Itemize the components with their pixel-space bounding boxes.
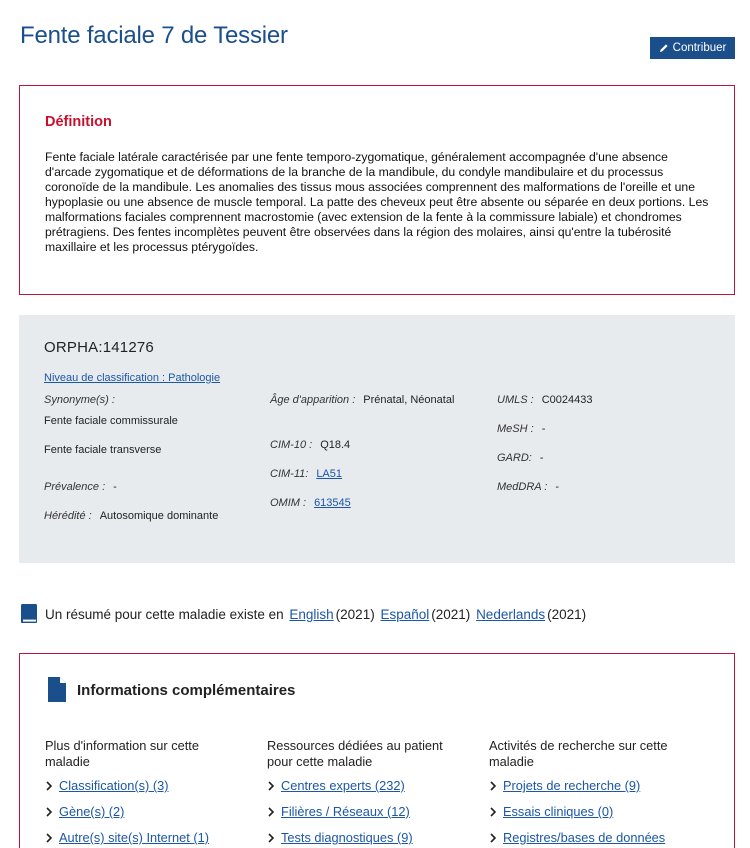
synonyms-field <box>44 394 123 406</box>
mesh-label: MeSH : <box>497 423 534 435</box>
heredity-value: Autosomique dominante <box>99 510 219 522</box>
summary-link-nederlands[interactable]: Nederlands <box>476 606 546 622</box>
column-title: Activités de recherche sur cette maladie <box>489 738 668 769</box>
chevron-right-icon <box>267 833 275 843</box>
heredity-label: Hérédité : <box>44 510 92 522</box>
cim11-field <box>270 468 342 480</box>
classification-level-link[interactable]: Niveau de classification : Pathologie <box>44 372 221 384</box>
definition-text: Fente faciale latérale caractérisée par une fente temporo-zygomatique, généralement accompagnée d'une absence d'arcade zygomatique et de déformations de la branche de la mandibule, du condyle mandibulaire et du processus coronoïde de la mandibule. Les anomalies des tissus mous associées comprennent des malformations de l'oreille et une hypoplasie ou une absence de muscle temporal. La patte des cheveux peut être absente ou séparée en deux portions. Les malformations faciales comprennent macrostomie (avec extension de la fente à la commissure labiale) et chondromes prétragiens. Des fentes incomplètes peuvent être observées dans la région des molaires, ainsi qu'entre la tubérosité maxillaire et les processus ptérygoïdes. <box>45 150 709 254</box>
summary-link-espanol[interactable]: Español <box>380 606 430 622</box>
umls-field <box>497 394 592 406</box>
orpha-code: ORPHA:141276 <box>44 339 154 356</box>
synonym-item: Fente faciale transverse <box>44 444 162 456</box>
summary-link-english[interactable]: English <box>289 606 334 622</box>
link-label[interactable]: Classification(s) (3) <box>59 778 169 793</box>
gard-value: - <box>539 452 544 464</box>
summary-year: (2021) <box>431 606 471 622</box>
definition-heading: Définition <box>45 114 112 130</box>
omim-link[interactable]: 613545 <box>314 497 351 509</box>
definition-panel <box>19 85 735 295</box>
gard-field <box>497 452 544 464</box>
meddra-value: - <box>555 481 559 493</box>
chevron-right-icon <box>489 833 497 843</box>
link-label[interactable]: Gène(s) (2) <box>59 804 125 819</box>
link-expert-centres[interactable] <box>267 778 467 793</box>
contribute-button[interactable] <box>650 37 735 59</box>
meddra-field <box>497 481 559 493</box>
chevron-right-icon <box>45 833 53 843</box>
mesh-field <box>497 423 545 435</box>
link-label[interactable]: Autre(s) site(s) Internet (1) <box>59 830 210 845</box>
summary-intro: Un résumé pour cette maladie existe en <box>45 606 284 622</box>
link-registries[interactable] <box>489 830 689 845</box>
chevron-right-icon <box>267 781 275 791</box>
link-research-projects[interactable] <box>489 778 689 793</box>
chevron-right-icon <box>489 781 497 791</box>
onset-field <box>270 394 454 406</box>
file-icon <box>48 677 66 702</box>
summary-year: (2021) <box>335 606 375 622</box>
cim10-label: CIM-10 : <box>270 439 313 451</box>
link-other-sites[interactable] <box>45 830 245 845</box>
complementary-info-panel <box>19 653 735 848</box>
disease-info-panel <box>19 315 735 563</box>
prevalence-label: Prévalence : <box>44 481 106 493</box>
mesh-value: - <box>541 423 546 435</box>
link-label[interactable]: Tests diagnostiques (9) <box>281 830 413 845</box>
summary-languages <box>20 604 586 624</box>
link-label[interactable]: Projets de recherche (9) <box>503 778 641 793</box>
gard-label: GARD: <box>497 452 532 464</box>
summary-year: (2021) <box>547 606 587 622</box>
onset-label: Âge d'apparition : <box>270 394 356 406</box>
link-label[interactable]: Filières / Réseaux (12) <box>281 804 410 819</box>
link-label[interactable]: Registres/bases de données <box>503 830 666 845</box>
heredity-field <box>44 510 218 522</box>
page-title: Fente faciale 7 de Tessier <box>20 22 288 49</box>
link-genes[interactable] <box>45 804 245 819</box>
prevalence-field <box>44 481 117 493</box>
cim11-label: CIM-11: <box>270 468 309 480</box>
chevron-right-icon <box>267 807 275 817</box>
onset-value: Prénatal, Néonatal <box>363 394 455 406</box>
chevron-right-icon <box>45 781 53 791</box>
omim-field <box>270 497 351 509</box>
more-info-column <box>45 738 245 848</box>
link-networks[interactable] <box>267 804 467 819</box>
umls-label: UMLS : <box>497 394 534 406</box>
synonym-item: Fente faciale commissurale <box>44 415 178 427</box>
patient-resources-column <box>267 738 467 848</box>
omim-label: OMIM : <box>270 497 307 509</box>
cim10-value: Q18.4 <box>320 439 351 451</box>
column-title: Ressources dédiées au patient pour cette maladie <box>267 738 443 769</box>
umls-value: C0024433 <box>541 394 593 406</box>
prevalence-value: - <box>113 481 117 493</box>
contribute-label: Contribuer <box>672 42 727 54</box>
column-title: Plus d'information sur cette maladie <box>45 738 199 769</box>
cim10-field <box>270 439 350 451</box>
book-icon <box>20 604 38 624</box>
synonyms-label: Synonyme(s) : <box>44 394 115 406</box>
chevron-right-icon <box>45 807 53 817</box>
cim11-link[interactable]: LA51 <box>316 468 343 480</box>
chevron-right-icon <box>489 807 497 817</box>
meddra-label: MedDRA : <box>497 481 548 493</box>
link-label[interactable]: Centres experts (232) <box>281 778 405 793</box>
link-classifications[interactable] <box>45 778 245 793</box>
link-label[interactable]: Essais cliniques (0) <box>503 804 614 819</box>
complementary-heading: Informations complémentaires <box>77 682 296 699</box>
link-diagnostic-tests[interactable] <box>267 830 467 845</box>
link-clinical-trials[interactable] <box>489 804 689 819</box>
research-column <box>489 738 689 848</box>
pencil-icon <box>659 43 669 53</box>
